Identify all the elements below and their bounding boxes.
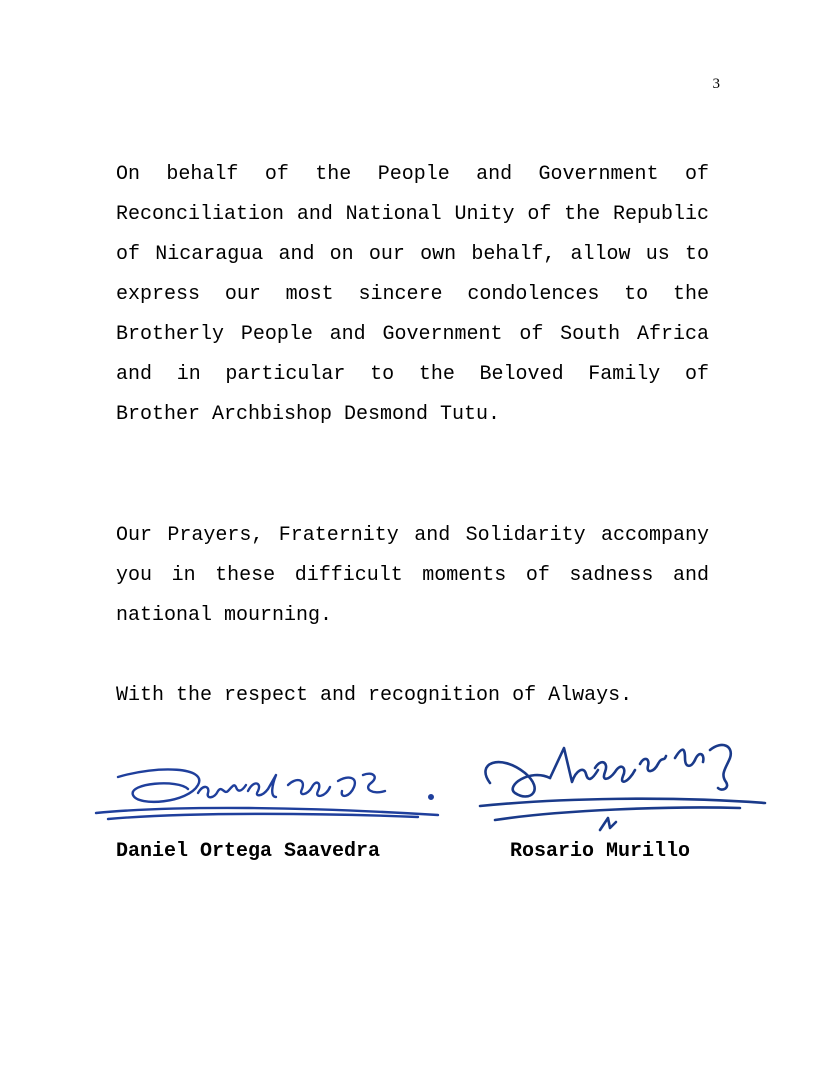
condolence-paragraph: On behalf of the People and Government of Reconciliation and National Unity of the Republic of Nicaragua and on our own behalf, allow us to express our most sincere condolences to the Brotherly People and Government of South Africa and in particular to the Beloved Family of Brother Archbishop Desmond Tutu. xyxy=(116,163,709,426)
ortega-signature xyxy=(88,755,443,830)
page-number: 3 xyxy=(712,76,720,92)
signer-name-murillo: Rosario Murillo xyxy=(510,840,691,863)
prayers-paragraph: Our Prayers, Fraternity and Solidarity accompany you in these difficult moments of sadness and national mourning. xyxy=(116,524,709,627)
closing-line: With the respect and recognition of Always. xyxy=(116,684,633,707)
signer-name-ortega: Daniel Ortega Saavedra xyxy=(116,840,381,863)
murillo-signature xyxy=(470,728,770,843)
